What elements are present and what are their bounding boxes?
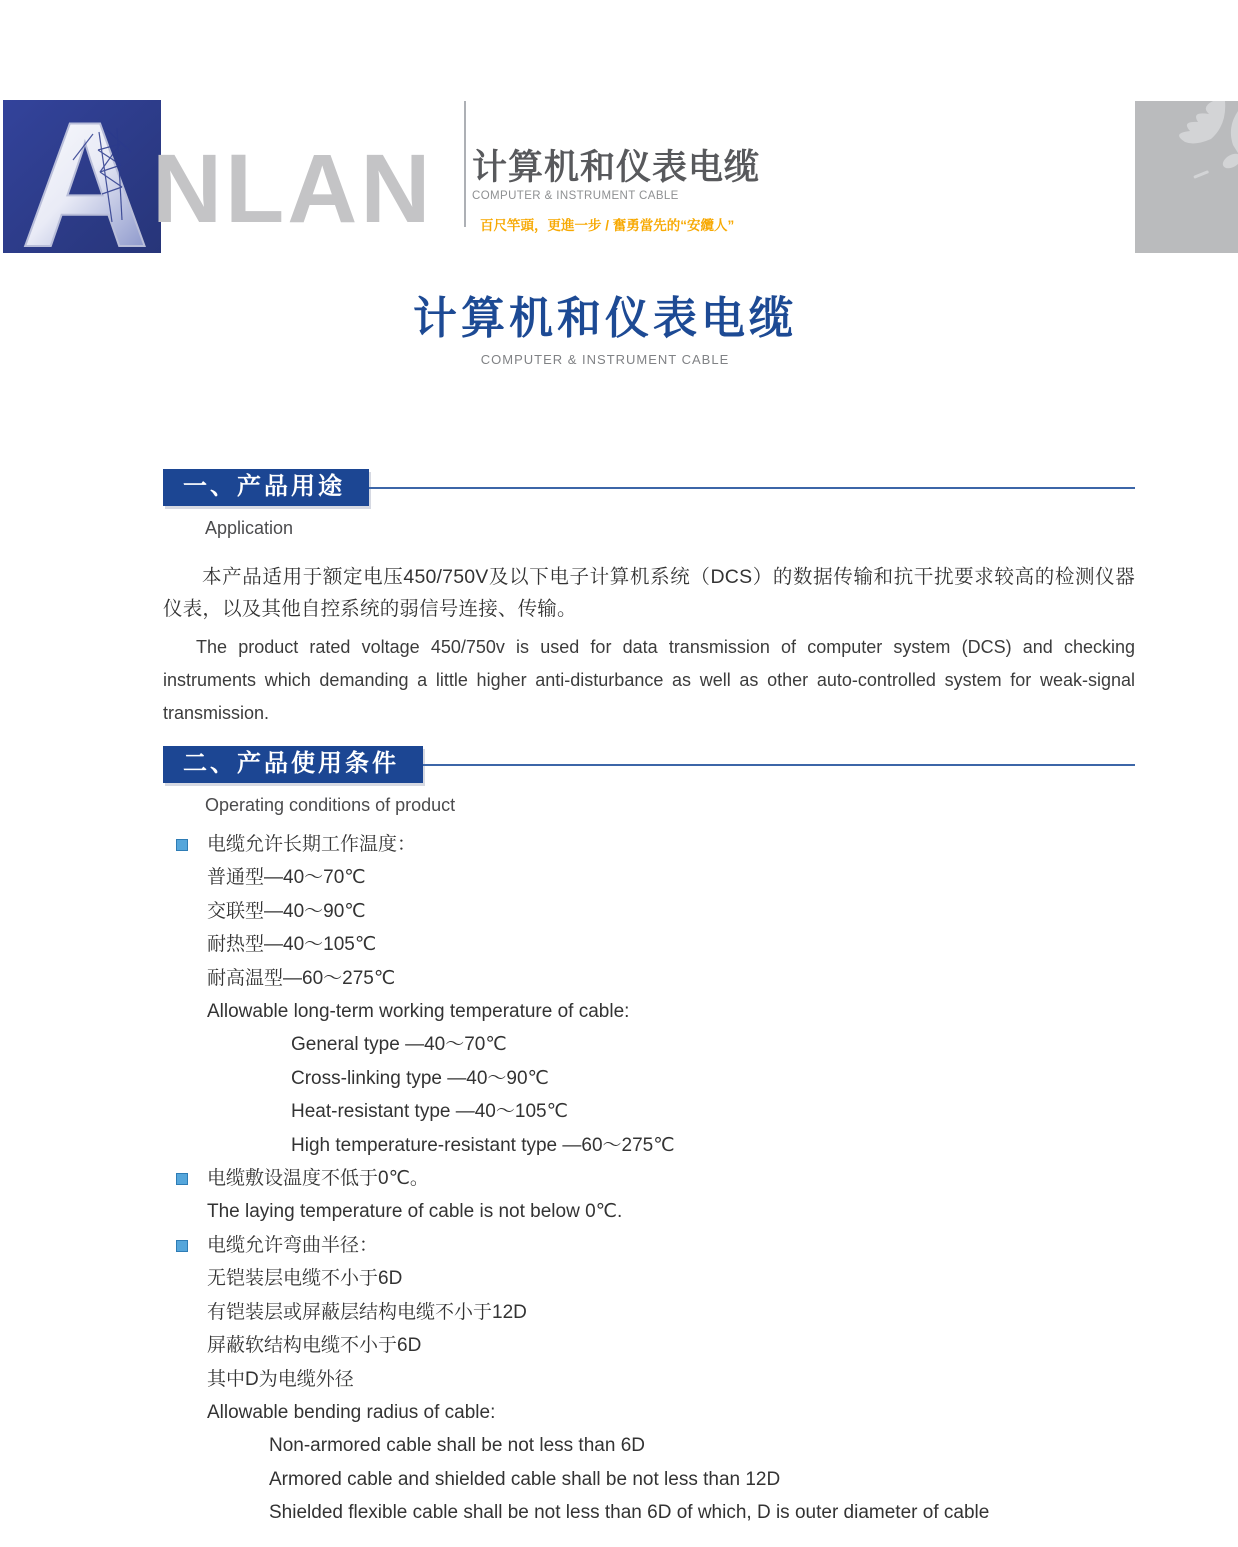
section-1-header xyxy=(163,469,1135,506)
document-title-block xyxy=(0,296,1210,367)
brand-wordmark: NLAN xyxy=(152,134,434,243)
list-item-text: 耐热型—40～105℃ xyxy=(207,934,377,956)
list-item-text: High temperature-resistant type —60～275℃ xyxy=(291,1134,675,1156)
bullet-square-icon xyxy=(176,1240,188,1252)
list-item-text: The laying temperature of cable is not below 0℃. xyxy=(207,1201,623,1223)
list-item xyxy=(163,1296,1135,1329)
list-item xyxy=(163,1496,1135,1529)
list-item-text: 电缆允许弯曲半径： xyxy=(207,1234,379,1256)
section-2-header xyxy=(163,746,1135,783)
application-paragraph-cn: 本产品适用于额定电压450/750V及以下电子计算机系统（DCS）的数据传输和抗干扰要求较高的检测仪器仪表，以及其他自控系统的弱信号连接、传输。 xyxy=(163,566,1135,620)
list-item-text: 屏蔽软结构电缆不小于6D xyxy=(207,1335,422,1357)
list-item xyxy=(163,1429,1135,1462)
section-1-rule xyxy=(369,487,1135,489)
list-item xyxy=(163,1229,1135,1262)
header-product-title-en: COMPUTER & INSTRUMENT CABLE xyxy=(472,190,679,202)
list-item-text: Cross-linking type —40～90℃ xyxy=(291,1067,549,1089)
list-item-text: 耐高温型—60～275℃ xyxy=(207,967,396,989)
list-item-text: General type —40～70℃ xyxy=(291,1034,507,1056)
leaf-icon xyxy=(1135,101,1238,253)
list-item xyxy=(163,1095,1135,1128)
operating-conditions-list xyxy=(163,828,1135,1530)
list-item xyxy=(163,928,1135,961)
list-item-text: 无铠装层电缆不小于6D xyxy=(207,1268,403,1290)
list-item xyxy=(163,1062,1135,1095)
header-product-block xyxy=(472,148,760,234)
list-item xyxy=(163,1396,1135,1429)
list-item xyxy=(163,1195,1135,1228)
section-2-rule xyxy=(423,764,1135,766)
section-1-content xyxy=(163,561,1135,730)
bullet-square-icon xyxy=(176,839,188,851)
list-item xyxy=(163,1329,1135,1362)
header-divider xyxy=(464,101,466,227)
list-item xyxy=(163,861,1135,894)
list-item-text: Shielded flexible cable shall be not less than 6D of which, D is outer diameter of cable xyxy=(269,1502,990,1524)
list-item-text: Armored cable and shielded cable shall be not less than 12D xyxy=(269,1468,781,1490)
list-item xyxy=(163,1363,1135,1396)
list-item xyxy=(163,828,1135,861)
section-2-subtitle: Operating conditions of product xyxy=(205,795,456,815)
list-item xyxy=(163,1463,1135,1496)
bullet-square-icon xyxy=(176,1173,188,1185)
list-item xyxy=(163,1129,1135,1162)
section-1-subtitle: Application xyxy=(205,518,294,538)
corner-decoration xyxy=(1135,101,1238,253)
list-item-text: 电缆敷设温度不低于0℃。 xyxy=(207,1168,429,1190)
list-item-text: Heat-resistant type —40～105℃ xyxy=(291,1101,568,1123)
page-title: 计算机和仪表电缆 xyxy=(413,294,797,343)
header-slogan: 百尺竿頭，更進一步 / 奮勇當先的“安纜人” xyxy=(480,218,735,233)
list-item-text: 电缆允许长期工作温度： xyxy=(207,834,417,855)
list-item-text: 有铠装层或屏蔽层结构电缆不小于12D xyxy=(207,1301,527,1323)
list-item xyxy=(163,962,1135,995)
section-2-title: 二、产品使用条件 xyxy=(163,746,423,783)
header-product-title-cn: 计算机和仪表电缆 xyxy=(472,148,761,187)
svg-text:A: A xyxy=(20,100,150,253)
list-item-text: Allowable bending radius of cable: xyxy=(207,1401,496,1423)
list-item xyxy=(163,1162,1135,1195)
list-item-text: 普通型—40～70℃ xyxy=(207,867,366,889)
list-item-text: Non-armored cable shall be not less than 6D xyxy=(269,1435,645,1457)
list-item-text: 交联型—40～90℃ xyxy=(207,900,366,922)
list-item-text: Allowable long-term working temperature of cable: xyxy=(207,1001,630,1023)
list-item xyxy=(163,895,1135,928)
list-item-text: 其中D为电缆外径 xyxy=(207,1368,354,1390)
list-item xyxy=(163,995,1135,1028)
page-subtitle: COMPUTER & INSTRUMENT CABLE xyxy=(480,352,730,367)
anlan-logo-icon xyxy=(3,100,161,253)
list-item xyxy=(163,1028,1135,1061)
section-1-title: 一、产品用途 xyxy=(163,469,369,506)
application-paragraph-en: The product rated voltage 450/750v is used for data transmission of computer system (DCS) and checking instruments which demanding a little higher anti-disturbance as well as other auto-controlled system for weak-signal transmission. xyxy=(163,637,1135,723)
list-item xyxy=(163,1262,1135,1295)
